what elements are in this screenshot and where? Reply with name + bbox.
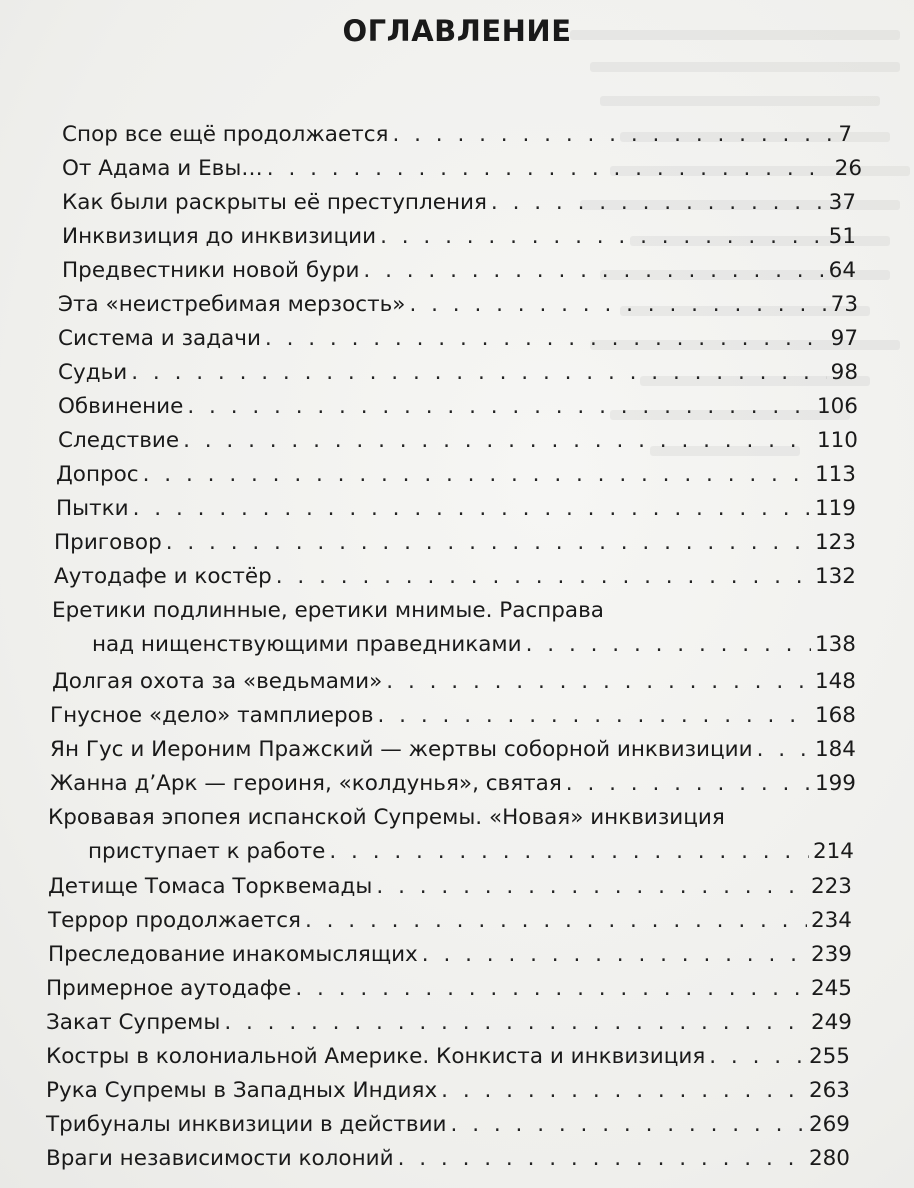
toc-entry-title: Предвестники новой бури [62, 258, 360, 283]
toc-entry-page-number: 280 [808, 1146, 850, 1171]
toc-entry-title: Допрос [56, 462, 139, 487]
toc-entry [50, 733, 856, 767]
toc-entry-title: Жанна д’Арк — героиня, «колдунья», святая [50, 771, 562, 796]
toc-entry [58, 288, 858, 322]
toc-entry-page-number: 263 [808, 1078, 850, 1103]
toc-entry-page-number: 245 [810, 976, 852, 1001]
toc-entry-title: Террор продолжается [48, 908, 301, 933]
toc-entry-page-number: 199 [814, 771, 856, 796]
toc-entry [46, 1074, 850, 1108]
toc-entry-title-continuation: над нищенствующими праведниками [92, 632, 522, 657]
dot-leader [392, 118, 834, 152]
toc-entry-title: Обвинение [58, 394, 184, 419]
dot-leader [143, 458, 811, 492]
toc-entry-page-number: 119 [814, 496, 856, 521]
toc-entry [62, 254, 856, 288]
dot-leader [709, 1040, 805, 1074]
dot-leader [757, 733, 811, 767]
toc-entry-title: Еретики подлинные, еретики мнимые. Расправа [52, 598, 604, 623]
dot-leader [133, 492, 811, 526]
toc-entry-title: Преследование инакомыслящих [48, 942, 418, 967]
toc-entry [46, 1142, 850, 1176]
toc-entry [62, 186, 856, 220]
toc-entry-page-number: 168 [814, 703, 856, 728]
dot-leader [451, 1108, 805, 1142]
toc-entry [46, 1108, 850, 1142]
toc-entry-page-number: 223 [810, 874, 852, 899]
toc-entry-title: Инквизиция до инквизиции [62, 224, 377, 249]
toc-entry [58, 424, 858, 458]
toc-entry [50, 699, 856, 733]
dot-leader [409, 288, 826, 322]
toc-entry-title: Ян Гус и Иероним Пражский — жертвы соборной инквизиции [50, 737, 753, 762]
dot-leader [376, 870, 807, 904]
toc-entry-page-number: 123 [814, 530, 856, 555]
toc-entry-page-number: 148 [814, 669, 856, 694]
toc-entry-page-number: 255 [808, 1044, 850, 1069]
toc-entry-title: Пытки [56, 496, 129, 521]
toc-entry-title: От Адама и Евы… [62, 156, 263, 181]
dot-leader [265, 322, 827, 356]
toc-entry-page-number: 234 [810, 908, 852, 933]
toc-entry [46, 1040, 850, 1074]
dot-leader [295, 972, 807, 1006]
toc-entry-title: Долгая охота за «ведьмами» [52, 669, 383, 694]
dot-leader [363, 254, 824, 288]
toc-entry-title: Костры в колониальной Америке. Конкиста и инквизиция [46, 1044, 706, 1069]
toc-entry [52, 665, 856, 699]
dot-leader [131, 356, 826, 390]
toc-entry-page-number: 73 [830, 292, 858, 317]
toc-entry-title: Трибуналы инквизиции в действии [46, 1112, 447, 1137]
toc-entry-title: Эта «неистребимая мерзость» [58, 292, 406, 317]
dot-leader [224, 1006, 807, 1040]
toc-entry-continuation [92, 628, 856, 662]
toc-entry [54, 560, 856, 594]
dot-leader [566, 767, 811, 801]
toc-entry [58, 322, 858, 356]
toc-entry-page-number: 106 [816, 394, 858, 419]
toc-entry-title: Судьи [58, 360, 128, 385]
toc-entry-page-number: 51 [828, 224, 856, 249]
dot-leader [380, 220, 825, 254]
toc-entry-page-number: 98 [830, 360, 858, 385]
toc-entry-page-number: 110 [816, 428, 858, 453]
page-title: ОГЛАВЛЕНИЕ [342, 14, 572, 48]
dot-leader [166, 526, 811, 560]
dot-leader [491, 186, 825, 220]
toc-entry [48, 801, 854, 869]
dot-leader [329, 835, 809, 869]
dot-leader [441, 1074, 805, 1108]
toc-entry-page-number: 249 [810, 1010, 852, 1035]
toc-entry-title: Рука Супремы в Западных Индиях [46, 1078, 438, 1103]
toc-entry [48, 938, 852, 972]
dot-leader [526, 628, 811, 662]
toc-entry [58, 356, 858, 390]
toc-entry-title: Примерное аутодафе [46, 976, 292, 1001]
toc-entry-page-number: 97 [830, 326, 858, 351]
toc-entry-title: Система и задачи [58, 326, 261, 351]
toc-entry [54, 526, 856, 560]
toc-entry-page-number: 214 [812, 839, 854, 864]
toc-entry-title: Приговор [54, 530, 162, 555]
toc-entry-title: Следствие [58, 428, 180, 453]
toc-entry-page-number: 26 [834, 156, 862, 181]
toc-entry-page-number: 269 [808, 1112, 850, 1137]
dot-leader [398, 1142, 805, 1176]
toc-entry-title: Кровавая эпопея испанской Супремы. «Новая» инквизиция [48, 805, 725, 830]
toc-entry-page-number: 64 [828, 258, 856, 283]
toc-entry-page-number: 132 [814, 564, 856, 589]
toc-entry [62, 152, 862, 186]
dot-leader [422, 938, 807, 972]
toc-entry-page-number: 7 [838, 122, 852, 147]
toc-entry [46, 1006, 852, 1040]
toc-entry [46, 972, 852, 1006]
dot-leader [305, 904, 807, 938]
dot-leader [267, 152, 831, 186]
toc-entry-title: Детище Томаса Торквемады [48, 874, 373, 899]
dot-leader [386, 665, 811, 699]
toc-entry-title: Гнусное «дело» тамплиеров [50, 703, 374, 728]
dot-leader [378, 699, 811, 733]
toc-entry-continuation [88, 835, 854, 869]
toc-entry-title: Как были раскрыты её преступления [62, 190, 487, 215]
toc-entry [62, 118, 852, 152]
toc-entry-page-number: 37 [828, 190, 856, 215]
toc-entry [48, 870, 852, 904]
toc-entry [50, 767, 856, 801]
toc-entry [58, 390, 858, 424]
toc-entry-title: Враги независимости колоний [46, 1146, 394, 1171]
dot-leader [187, 390, 813, 424]
toc-entry-page-number: 239 [810, 942, 852, 967]
toc-entry [52, 594, 856, 662]
toc-entry [62, 220, 856, 254]
dot-leader [183, 424, 813, 458]
toc-entry [56, 492, 856, 526]
toc-entry-page-number: 184 [814, 737, 856, 762]
toc-entry-title-continuation: приступает к работе [88, 839, 326, 864]
dot-leader [276, 560, 811, 594]
toc-entry-title: Закат Супремы [46, 1010, 221, 1035]
toc-entry [48, 904, 852, 938]
toc-entry-page-number: 138 [814, 632, 856, 657]
toc-entry-title: Аутодафе и костёр [54, 564, 272, 589]
toc-entry-page-number: 113 [814, 462, 856, 487]
toc-entry [56, 458, 856, 492]
toc-entry-title: Спор все ещё продолжается [62, 122, 389, 147]
